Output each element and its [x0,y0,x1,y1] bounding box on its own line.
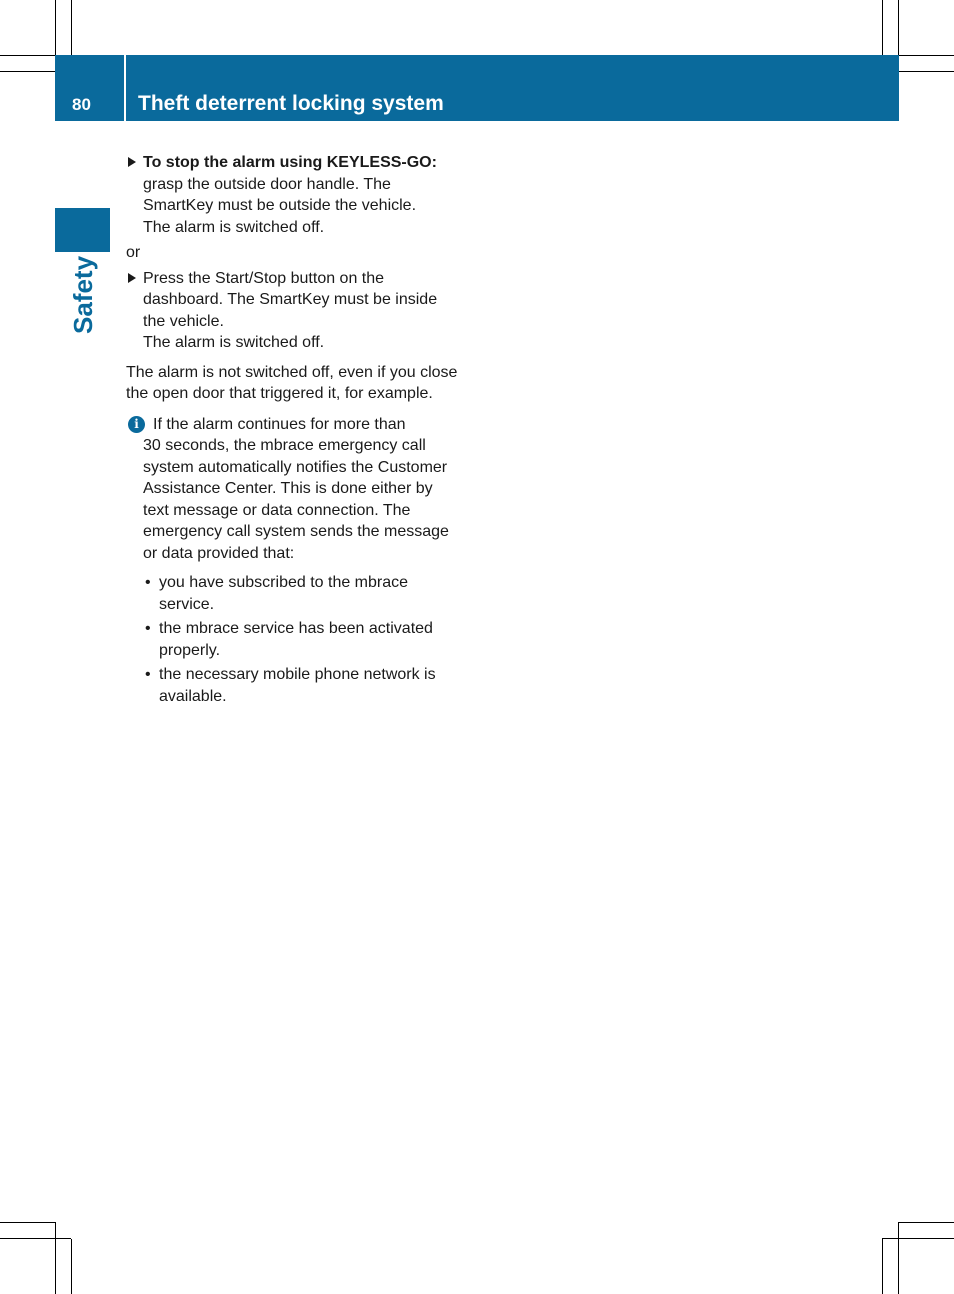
section-title: Theft deterrent locking system [138,92,444,115]
crop-mark [71,1239,72,1294]
step-arrow-icon [128,273,136,283]
crop-mark [71,0,72,55]
or-label: or [126,244,141,261]
crop-mark [882,1239,883,1294]
side-tab-label: Safety [68,255,98,334]
step-text: Press the Start/Stop button on the dashboard. The SmartKey must be inside the vehicle. [143,269,438,330]
list-item: • you have subscribed to the mbrace service. [142,572,461,615]
header-divider [124,55,126,121]
info-text: 30 seconds, the mbrace emergency call system automatically notifies the Customer Assistance Center. This is done either by text message or data connection. The emergency call system sends the message or data provided that: [143,437,449,562]
step-arrow-icon [128,157,136,167]
crop-mark [899,55,954,56]
step-start-stop [126,268,461,333]
step-result: The alarm is switched off. [143,334,325,351]
crop-mark [882,1238,954,1239]
crop-mark [882,0,883,55]
page-number: 80 [72,95,91,114]
crop-mark [899,1222,954,1223]
crop-mark [0,1238,71,1239]
info-bullet-list [126,572,461,707]
note-paragraph: The alarm is not switched off, even if you close the open door that triggered it, for example. [126,363,458,402]
list-item: • the necessary mobile phone network is available. [142,664,461,707]
info-note [126,414,461,565]
main-content [126,152,461,710]
step-result: The alarm is switched off. [143,218,325,236]
step-text: grasp the outside door handle. The SmartKey must be outside the vehicle. [143,175,417,214]
crop-mark [898,1222,899,1294]
crop-mark [0,1222,55,1223]
info-icon: i [128,416,145,433]
step-keyless-go [126,152,461,217]
info-text-first: If the alarm continues for more than [153,415,406,433]
step-heading: To stop the alarm using KEYLESS-GO: [143,154,437,171]
crop-mark [0,55,55,56]
side-tab [55,208,110,252]
list-item: • the mbrace service has been activated properly. [142,618,461,661]
crop-mark [55,1222,56,1294]
